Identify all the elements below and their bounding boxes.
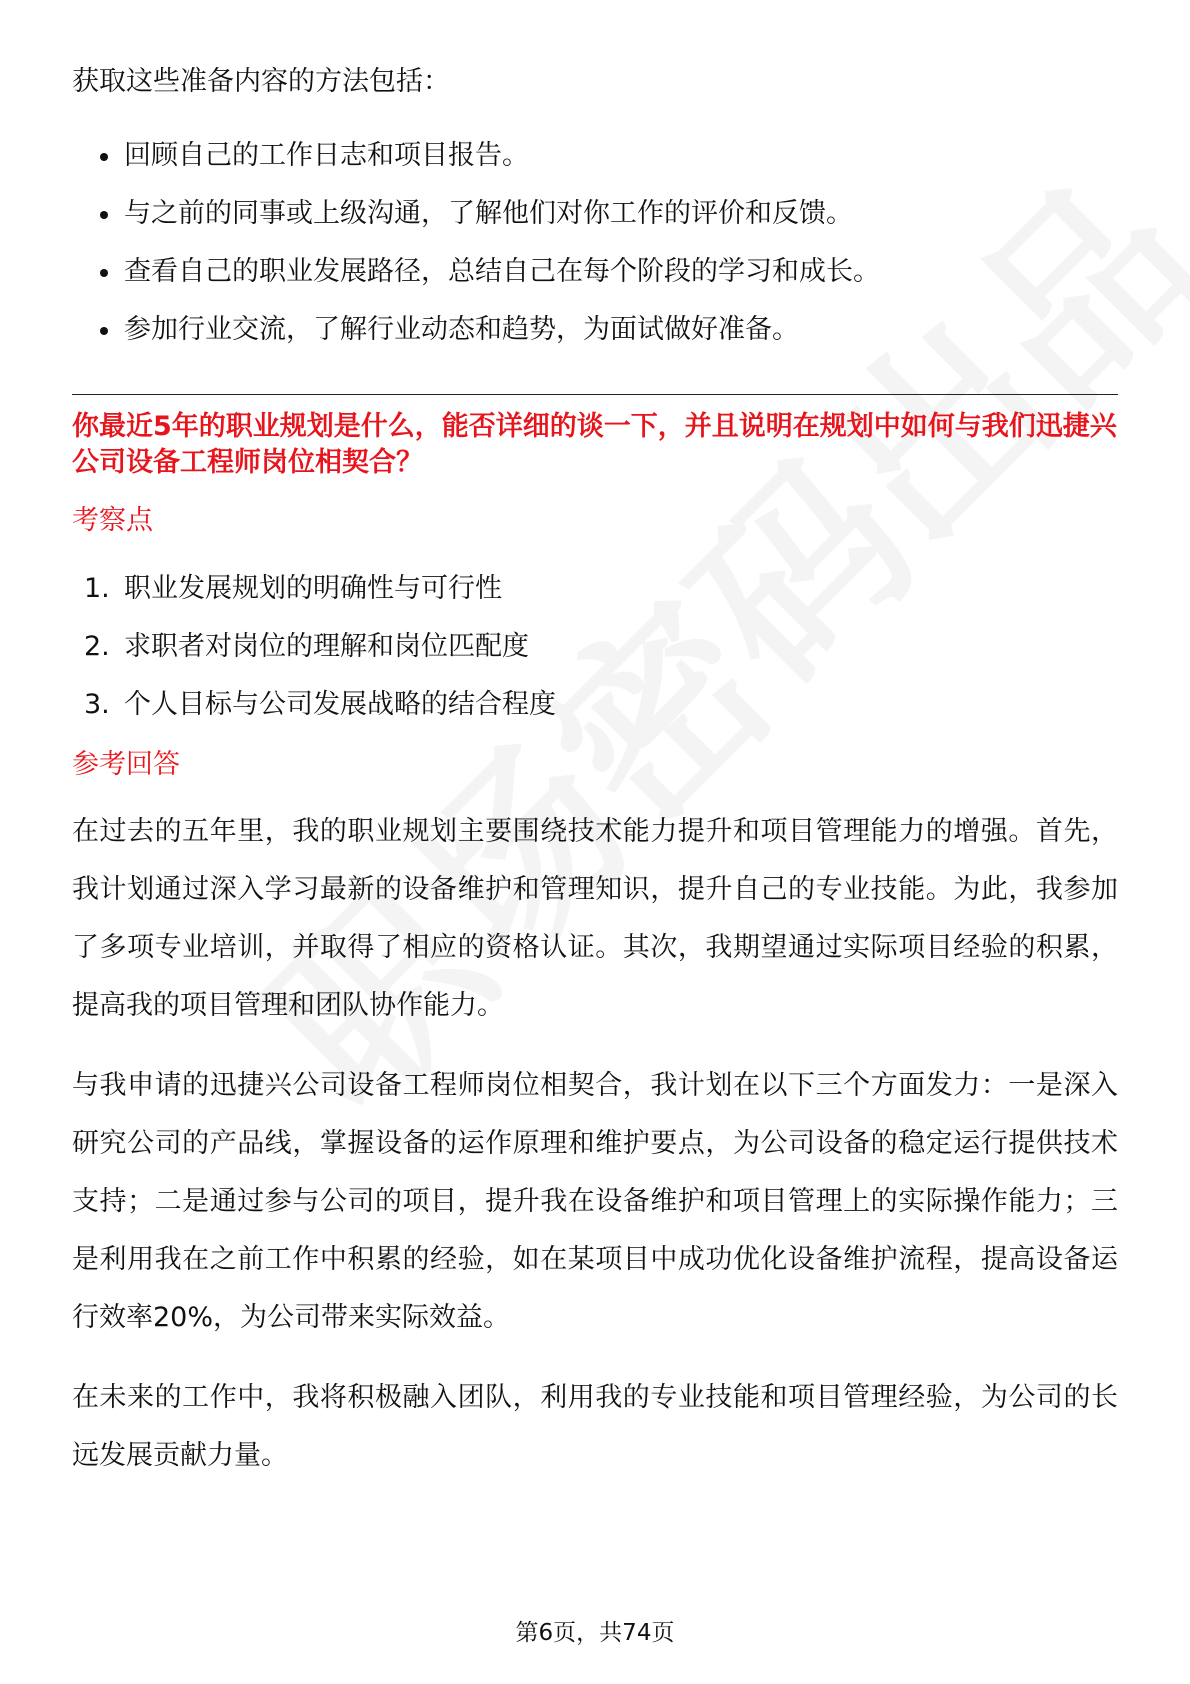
section-divider [72, 394, 1118, 395]
content [72, 62, 1118, 1485]
list-item: 参加行业交流，了解行业动态和趋势，为面试做好准备。 [72, 310, 1118, 350]
item-text: 求职者对岗位的理解和岗位匹配度 [124, 631, 529, 662]
answer-section [72, 745, 1118, 1485]
answer-paragraph: 在过去的五年里，我的职业规划主要围绕技术能力提升和项目管理能力的增强。首先，我计划通过深入学习最新的设备维护和管理知识，提升自己的专业技能。为此，我参加了多项专业培训，并取得了相应的资格认证。其次，我期望通过实际项目经验的积累，提高我的项目管理和团队协作能力。 [72, 816, 1118, 1021]
list-item: 查看自己的职业发展路径，总结自己在每个阶段的学习和成长。 [72, 252, 1118, 292]
question-heading: 你最近5年的职业规划是什么，能否详细的谈一下，并且说明在规划中如何与我们迅捷兴公司设备工程师岗位相契合？ [72, 411, 1117, 478]
list-item: 与之前的同事或上级沟通，了解他们对你工作的评价和反馈。 [72, 194, 1118, 234]
item-text: 职业发展规划的明确性与可行性 [124, 573, 502, 604]
item-number: 3. [84, 689, 110, 720]
item-number: 2. [84, 631, 110, 662]
answer-paragraph: 与我申请的迅捷兴公司设备工程师岗位相契合，我计划在以下三个方面发力：一是深入研究公司的产品线，掌握设备的运作原理和维护要点，为公司设备的稳定运行提供技术支持；二是通过参与公司的项目，提升我在设备维护和项目管理上的实际操作能力；三是利用我在之前工作中积累的经验，如在某项目中成功优化设备维护流程，提高设备运行效率20%，为公司带来实际效益。 [72, 1070, 1118, 1333]
methods-list [72, 136, 1118, 350]
item-text: 个人目标与公司发展战略的结合程度 [124, 689, 556, 720]
list-item [72, 569, 1118, 609]
list-item [72, 685, 1118, 725]
answer-title: 参考回答 [72, 749, 180, 780]
intro-text: 获取这些准备内容的方法包括： [72, 66, 450, 97]
answer-body [72, 803, 1118, 1485]
focus-list [72, 569, 1118, 725]
list-item: 回顾自己的工作日志和项目报告。 [72, 136, 1118, 176]
page-number: 第6页，共74页 [515, 1620, 675, 1646]
list-item [72, 627, 1118, 667]
focus-title: 考察点 [72, 505, 153, 536]
answer-paragraph: 在未来的工作中，我将积极融入团队，利用我的专业技能和项目管理经验，为公司的长远发展贡献力量。 [72, 1382, 1118, 1471]
item-number: 1. [84, 573, 110, 604]
